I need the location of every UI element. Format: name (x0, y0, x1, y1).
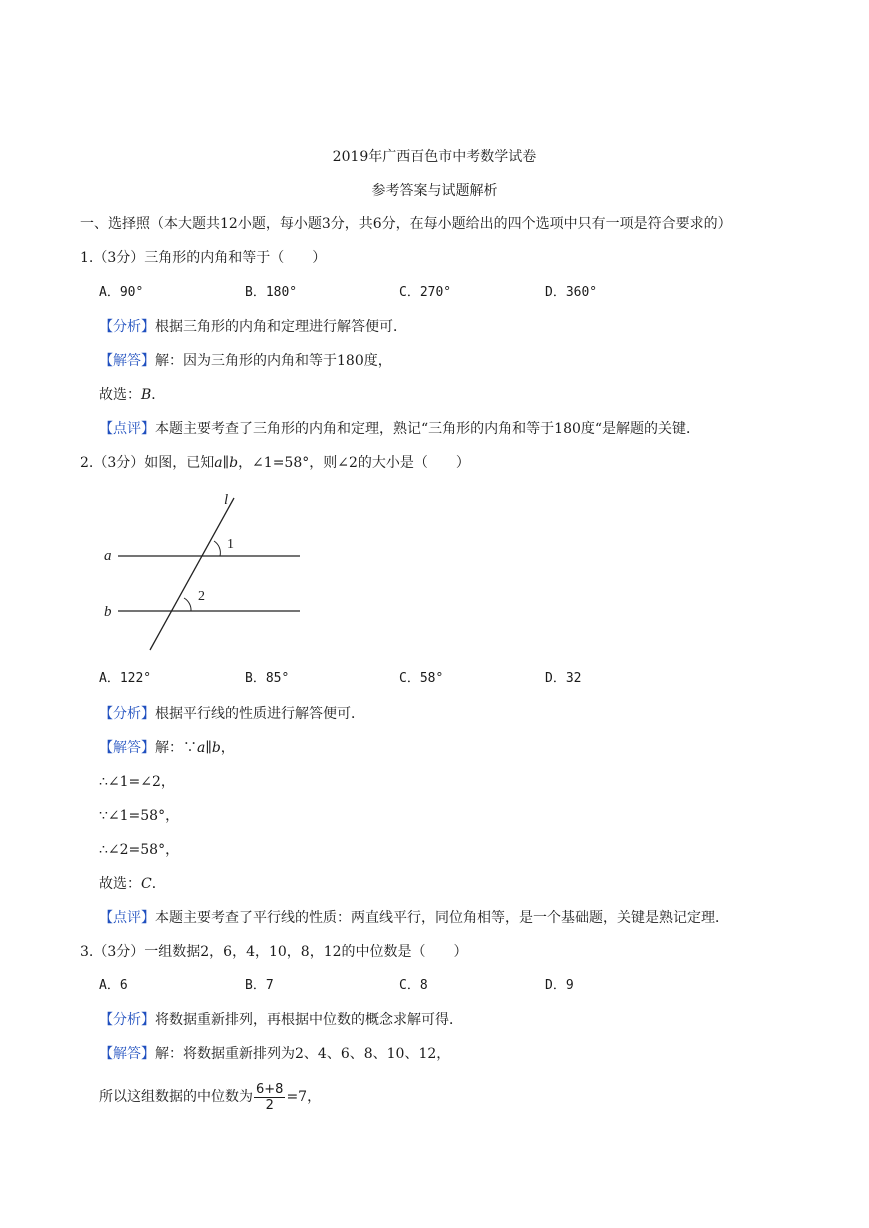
label-l: l (224, 492, 229, 508)
q2-stem (80, 453, 470, 473)
q2-stem-part: ，∠1=58°，则∠2的大小是（ ） (238, 455, 470, 471)
q2-option-b: B．85° (245, 671, 290, 686)
analysis-tag: 【分析】 (99, 706, 155, 722)
q3-solution-text: 解：将数据重新排列为2、4、6、8、10、12， (155, 1046, 451, 1062)
solution-tag: 【解答】 (99, 1046, 155, 1062)
transversal-l (150, 498, 234, 650)
solution-tag: 【解答】 (99, 740, 155, 756)
analysis-tag: 【分析】 (99, 319, 155, 335)
median-fraction (254, 1082, 285, 1113)
comment-tag: 【点评】 (99, 421, 155, 437)
q2-comment (99, 908, 729, 928)
q3-median (99, 1080, 321, 1114)
median-suffix: =7， (286, 1089, 322, 1105)
q2-step-1: ∴∠1=∠2， (99, 774, 175, 790)
choice-suffix: ． (151, 876, 166, 892)
q3-option-b: B．7 (245, 978, 274, 993)
q1-analysis (99, 317, 407, 337)
section-heading: 一、选择照（本大题共12小题，每小题3分，共6分，在每小题给出的四个选项中只有一项是符合要求的） (80, 216, 732, 232)
q3-option-c: C．8 (399, 978, 428, 993)
q2-step-3: ∴∠2=58°， (99, 842, 180, 858)
parallel-lines-figure (96, 488, 306, 658)
parallel-symbol: ∥ (205, 740, 212, 756)
comment-tag: 【点评】 (99, 910, 155, 926)
var-a: a (214, 455, 223, 471)
q3-analysis-text: 将数据重新排列，再根据中位数的概念求解可得． (155, 1012, 463, 1028)
fraction-numerator: 6+8 (256, 1081, 284, 1097)
q2-choice (99, 874, 166, 894)
label-a: a (104, 548, 112, 564)
q2-solution (99, 738, 235, 758)
choice-prefix: 故选： (99, 876, 141, 892)
q1-comment-text: 本题主要考查了三角形的内角和定理，熟记“三角形的内角和等于180度“是解题的关键． (155, 421, 701, 437)
var-b: b (211, 740, 221, 756)
choice-letter: B (141, 387, 152, 403)
q1-stem: 1.（3分）三角形的内角和等于（ ） (80, 250, 327, 266)
angle-1-arc (214, 541, 220, 556)
q1-option-c: C．270° (399, 285, 452, 300)
q2-option-c: C．58° (399, 671, 444, 686)
label-1: 1 (227, 537, 234, 552)
q2-option-a: A．122° (99, 671, 152, 686)
q2-comment-text: 本题主要考查了平行线的性质：两直线平行，同位角相等，是一个基础题，关键是熟记定理． (155, 910, 729, 926)
label-b: b (104, 604, 112, 620)
q1-analysis-text: 根据三角形的内角和定理进行解答便可． (155, 319, 407, 335)
fraction-denominator: 2 (265, 1097, 274, 1113)
q3-solution (99, 1044, 450, 1064)
q2-solution-text: 解：∵ (155, 740, 197, 756)
var-a: a (197, 740, 206, 756)
q2-stem-part: 2.（3分）如图，已知 (80, 455, 215, 471)
solution-tag: 【解答】 (99, 353, 155, 369)
q1-solution (99, 351, 392, 371)
q3-option-d: D．9 (545, 978, 574, 993)
choice-prefix: 故选： (99, 387, 141, 403)
var-b: b (229, 455, 239, 471)
choice-letter: C (141, 876, 152, 892)
label-2: 2 (198, 589, 205, 604)
page-title: 2019年广西百色市中考数学试卷 (332, 149, 537, 165)
q1-solution-text: 解：因为三角形的内角和等于180度， (155, 353, 392, 369)
choice-suffix: ． (151, 387, 166, 403)
q1-option-a: A．90° (99, 285, 144, 300)
angle-2-arc (184, 598, 191, 611)
q3-stem: 3.（3分）一组数据2，6，4，10，8，12的中位数是（ ） (80, 944, 468, 960)
q3-option-a: A．6 (99, 978, 128, 993)
q2-analysis-text: 根据平行线的性质进行解答便可． (155, 706, 365, 722)
parallel-symbol: ∥ (222, 455, 230, 471)
q1-choice (99, 385, 165, 405)
q1-option-b: B．180° (245, 285, 298, 300)
q2-solution-text: ， (220, 740, 235, 756)
q1-comment (99, 419, 700, 439)
q2-analysis (99, 704, 365, 724)
q2-step-2: ∵∠1=58°， (99, 808, 180, 824)
median-prefix: 所以这组数据的中位数为 (99, 1089, 253, 1105)
q1-option-d: D．360° (545, 285, 598, 300)
analysis-tag: 【分析】 (99, 1012, 155, 1028)
page-subtitle: 参考答案与试题解析 (371, 183, 498, 199)
q2-option-d: D．32 (545, 671, 582, 686)
q3-analysis (99, 1010, 463, 1030)
